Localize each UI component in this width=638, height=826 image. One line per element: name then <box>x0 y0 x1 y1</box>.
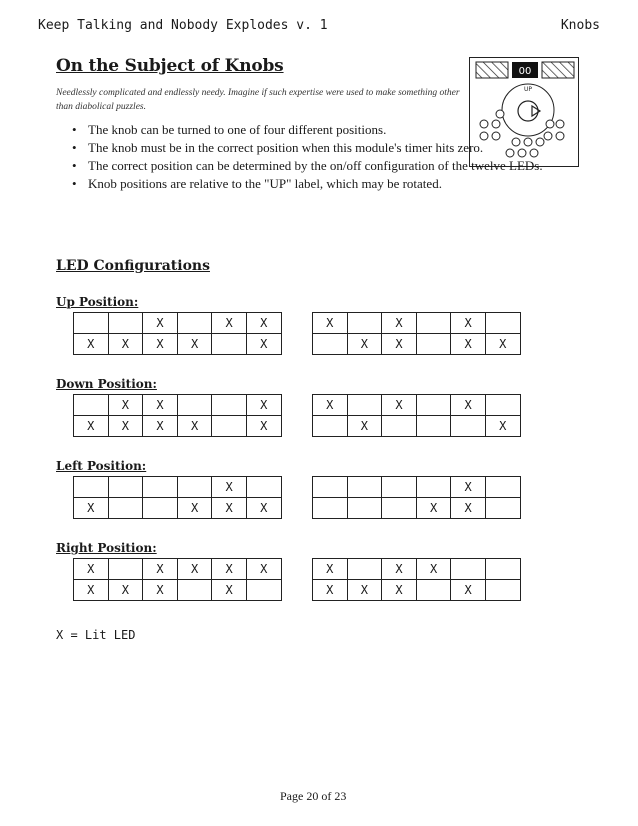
led-row <box>74 580 282 601</box>
led-cell: X <box>451 498 486 519</box>
rules-list <box>72 121 592 193</box>
led-cell: X <box>246 313 281 334</box>
led-cell: X <box>143 416 178 437</box>
led-cell: X <box>143 334 178 355</box>
led-cell: X <box>416 498 451 519</box>
led-row <box>74 395 282 416</box>
led-cell <box>212 334 247 355</box>
led-cell <box>313 498 348 519</box>
led-cell <box>74 313 109 334</box>
led-row <box>313 477 521 498</box>
led-row <box>313 416 521 437</box>
rule-item: • Knob positions are relative to the "UP" label, which may be rotated. <box>72 175 592 193</box>
led-table <box>312 394 521 437</box>
page-number: Page 20 of 23 <box>280 789 347 803</box>
led-cell <box>74 477 109 498</box>
led-cell <box>313 416 348 437</box>
led-cell: X <box>451 334 486 355</box>
led-cell <box>485 559 520 580</box>
page-subtitle: Needlessly complicated and endlessly needy. Imagine if such expertise were used to make something other than diabolical puzzles. <box>56 88 460 112</box>
led-cell: X <box>485 334 520 355</box>
led-cell: X <box>143 559 178 580</box>
led-table <box>312 476 521 519</box>
led-cell: X <box>108 395 143 416</box>
led-cell <box>347 498 382 519</box>
legend: X = Lit LED <box>56 628 136 642</box>
led-cell: X <box>382 559 417 580</box>
led-cell: X <box>143 580 178 601</box>
led-cell: X <box>382 334 417 355</box>
led-cell <box>382 416 417 437</box>
led-cell <box>177 580 212 601</box>
led-table <box>73 394 282 437</box>
rule-item: • The correct position can be determined by the on/off configuration of the twelve LEDs. <box>72 157 592 175</box>
led-cell <box>451 416 486 437</box>
led-cell <box>416 416 451 437</box>
led-cell: X <box>74 334 109 355</box>
led-cell <box>246 477 281 498</box>
led-cell <box>143 477 178 498</box>
led-cell: X <box>177 416 212 437</box>
led-row <box>313 580 521 601</box>
led-cell <box>246 580 281 601</box>
led-cell: X <box>246 395 281 416</box>
header-title: Keep Talking and Nobody Explodes v. 1 <box>38 18 328 33</box>
led-cell <box>485 580 520 601</box>
led-cell: X <box>212 559 247 580</box>
led-cell: X <box>347 334 382 355</box>
position-label: Down Position: <box>56 377 157 391</box>
led-cell: X <box>313 580 348 601</box>
led-cell: X <box>177 498 212 519</box>
led-row <box>313 334 521 355</box>
led-cell: X <box>451 313 486 334</box>
led-cell: X <box>212 498 247 519</box>
led-cell <box>485 395 520 416</box>
led-cell: X <box>485 416 520 437</box>
led-cell: X <box>246 334 281 355</box>
led-cell <box>177 395 212 416</box>
led-row <box>313 395 521 416</box>
led-cell <box>347 395 382 416</box>
led-cell: X <box>212 580 247 601</box>
led-table <box>73 558 282 601</box>
led-row <box>74 498 282 519</box>
led-table <box>73 476 282 519</box>
led-cell: X <box>313 313 348 334</box>
led-cell <box>212 395 247 416</box>
led-cell <box>347 313 382 334</box>
led-cell: X <box>108 416 143 437</box>
rule-item: • The knob can be turned to one of four different positions. <box>72 121 592 139</box>
led-cell: X <box>382 580 417 601</box>
led-cell: X <box>143 313 178 334</box>
led-cell: X <box>246 498 281 519</box>
position-label: Up Position: <box>56 295 139 309</box>
led-cell: X <box>212 313 247 334</box>
led-cell <box>416 477 451 498</box>
led-row <box>74 334 282 355</box>
led-cell <box>177 477 212 498</box>
led-table <box>312 312 521 355</box>
position-label: Left Position: <box>56 459 147 473</box>
led-cell <box>108 498 143 519</box>
led-cell: X <box>246 559 281 580</box>
led-row <box>313 559 521 580</box>
led-table <box>73 312 282 355</box>
led-row <box>74 416 282 437</box>
led-cell: X <box>74 559 109 580</box>
led-cell <box>416 334 451 355</box>
led-cell <box>313 334 348 355</box>
led-cell: X <box>451 477 486 498</box>
led-cell: X <box>108 334 143 355</box>
led-cell: X <box>382 313 417 334</box>
led-cell <box>485 498 520 519</box>
led-cell <box>416 313 451 334</box>
section-title: LED Configurations <box>56 258 210 274</box>
knob-up-label: UP <box>523 86 533 93</box>
led-cell <box>177 313 212 334</box>
led-cell <box>74 395 109 416</box>
led-cell <box>416 395 451 416</box>
led-cell: X <box>74 416 109 437</box>
led-cell <box>347 477 382 498</box>
led-cell: X <box>74 498 109 519</box>
led-cell <box>143 498 178 519</box>
led-row <box>74 313 282 334</box>
led-cell <box>382 477 417 498</box>
led-row <box>313 313 521 334</box>
led-cell <box>451 559 486 580</box>
led-cell <box>108 477 143 498</box>
led-cell <box>108 313 143 334</box>
led-cell: X <box>382 395 417 416</box>
led-cell: X <box>108 580 143 601</box>
led-cell: X <box>347 416 382 437</box>
led-row <box>74 477 282 498</box>
led-cell <box>212 416 247 437</box>
module-display-text: 00 <box>518 66 532 77</box>
led-table <box>312 558 521 601</box>
header-section: Knobs <box>560 18 600 33</box>
led-cell <box>485 313 520 334</box>
led-cell: X <box>347 580 382 601</box>
rule-item: • The knob must be in the correct position when this module's timer hits zero. <box>72 139 592 157</box>
led-cell: X <box>451 580 486 601</box>
led-row <box>74 559 282 580</box>
led-row <box>313 498 521 519</box>
position-label: Right Position: <box>56 541 157 555</box>
led-cell: X <box>74 580 109 601</box>
led-cell <box>313 477 348 498</box>
led-cell: X <box>313 395 348 416</box>
led-cell <box>108 559 143 580</box>
led-cell: X <box>212 477 247 498</box>
led-cell: X <box>416 559 451 580</box>
page-title: On the Subject of Knobs <box>56 56 284 76</box>
led-cell: X <box>177 559 212 580</box>
led-cell <box>347 559 382 580</box>
led-cell: X <box>451 395 486 416</box>
led-cell <box>382 498 417 519</box>
led-cell <box>485 477 520 498</box>
led-cell: X <box>177 334 212 355</box>
led-cell <box>416 580 451 601</box>
led-cell: X <box>143 395 178 416</box>
led-cell: X <box>313 559 348 580</box>
led-cell: X <box>246 416 281 437</box>
